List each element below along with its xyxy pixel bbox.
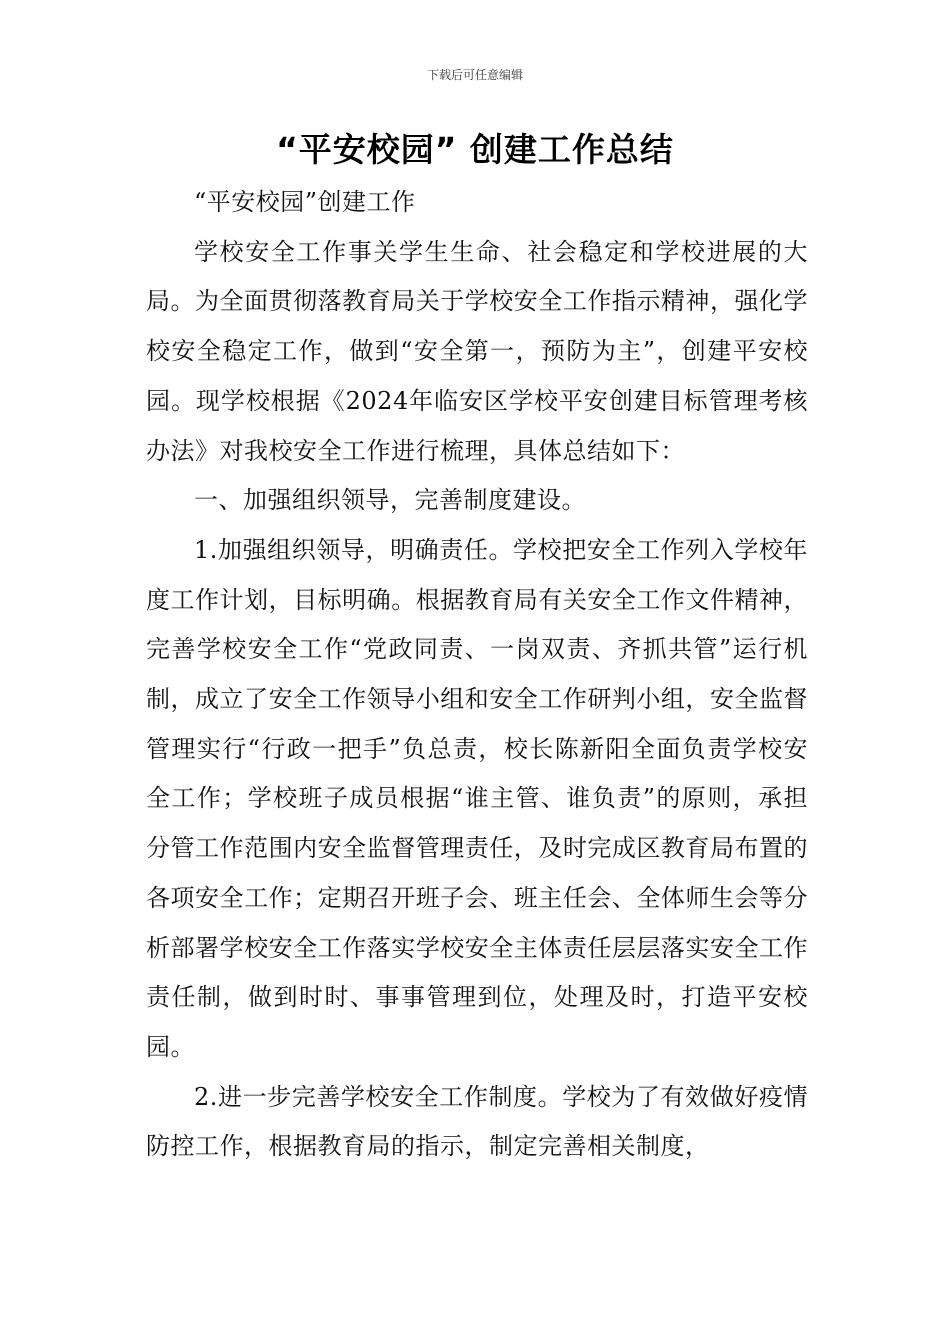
paragraph-intro: 学校安全工作事关学生生命、社会稳定和学校进展的大局。为全面贯彻落教育局关于学校安全工作指示精神，强化学校安全稳定工作，做到“安全第一，预防为主”，创建平安校园。现学校根据《2024年临安区学校平安创建目标管理考核办法》对我校安全工作进行梳理，具体总结如下： (146, 237, 808, 465)
header-note: 下载后可任意编辑 (426, 68, 523, 82)
document-title: “平安校园” 创建工作总结 (276, 130, 674, 169)
paragraph-item-2: 2.进一步完善学校安全工作制度。学校为了有效做好疫情防控工作，根据教育局的指示，制定完善相关制度， (146, 1082, 808, 1161)
paragraph-item-1: 1.加强组织领导，明确责任。学校把安全工作列入学校年度工作计划，目标明确。根据教育局有关安全工作文件精神，完善学校安全工作“党政同责、一岗双责、齐抓共管”运行机制，成立了安全工作领导小组和安全工作研判小组，安全监督管理实行“行政一把手”负总责，校长陈新阳全面负责学校安全工作；学校班子成员根据“谁主管、谁负责”的原则，承担分管工作范围内安全监督管理责任，及时完成区教育局布置的各项安全工作；定期召开班子会、班主任会、全体师生会等分析部署学校安全工作落实学校安全主体责任层层落实安全工作责任制，做到时时、事事管理到位，处理及时，打造平安校园。 (146, 535, 808, 1061)
paragraph-subtitle: “平安校园”创建工作 (194, 188, 416, 216)
document-body (146, 178, 808, 1172)
section-heading-1: 一、加强组织领导，完善制度建设。 (194, 486, 586, 515)
